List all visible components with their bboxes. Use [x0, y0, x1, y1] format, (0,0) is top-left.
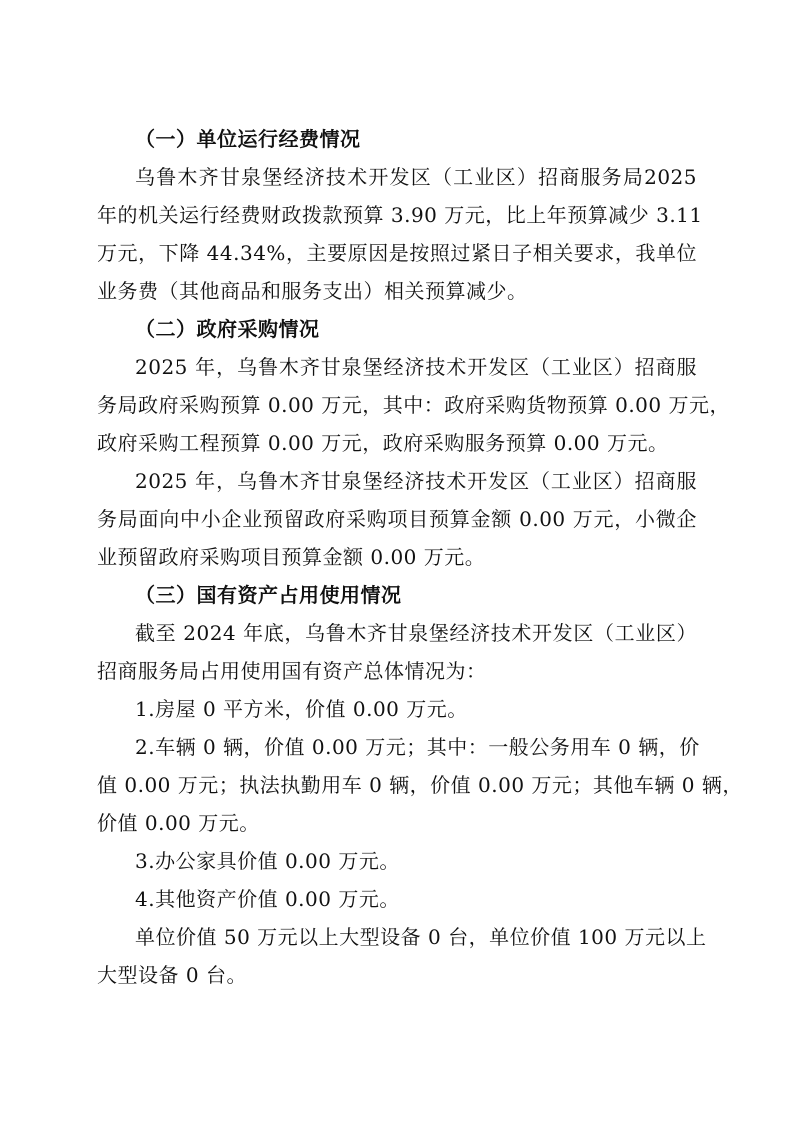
- text-line: 1.房屋 0 平方米，价值 0.00 万元。: [135, 697, 468, 721]
- paragraph-operating-expenses: [97, 158, 703, 310]
- paragraph-assets-vehicles: [97, 728, 743, 842]
- text-line: 大型设备 0 台。: [97, 963, 247, 987]
- text-line: 2.车辆 0 辆，价值 0.00 万元；其中：一般公务用车 0 辆，价: [135, 735, 700, 759]
- section-heading-procurement: （二）政府采购情况: [135, 317, 320, 341]
- text-line: 4.其他资产价值 0.00 万元。: [135, 887, 400, 911]
- text-line: 业预留政府采购项目预算金额 0.00 万元。: [97, 545, 486, 569]
- text-line: 乌鲁木齐甘泉堡经济技术开发区（工业区）招商服务局2025: [135, 165, 697, 189]
- section-heading-state-assets: （三）国有资产占用使用情况: [135, 583, 402, 607]
- text-line: 2025 年，乌鲁木齐甘泉堡经济技术开发区（工业区）招商服: [135, 469, 697, 493]
- text-line: 单位价值 50 万元以上大型设备 0 台，单位价值 100 万元以上: [135, 925, 707, 949]
- paragraph-assets-other: [97, 880, 697, 918]
- text-line: 值 0.00 万元；执法执勤用车 0 辆，价值 0.00 万元；其他车辆 0 辆，: [97, 773, 743, 797]
- text-line: 3.办公家具价值 0.00 万元。: [135, 849, 400, 873]
- paragraph-large-equipment: [97, 918, 707, 994]
- text-line: 务局政府采购预算 0.00 万元，其中：政府采购货物预算 0.00 万元，: [97, 393, 730, 417]
- text-line: 万元，下降 44.34%，主要原因是按照过紧日子相关要求，我单位: [97, 241, 697, 265]
- paragraph-assets-furniture: [97, 842, 697, 880]
- text-line: 招商服务局占用使用国有资产总体情况为：: [97, 659, 487, 683]
- text-line: 政府采购工程预算 0.00 万元，政府采购服务预算 0.00 万元。: [97, 431, 669, 455]
- text-line: 业务费（其他商品和服务支出）相关预算减少。: [97, 279, 528, 303]
- paragraph-assets-intro: [97, 614, 697, 690]
- text-line: 截至 2024 年底，乌鲁木齐甘泉堡经济技术开发区（工业区）: [135, 621, 697, 645]
- section-heading-operating-expenses: （一）单位运行经费情况: [135, 127, 361, 151]
- text-line: 2025 年，乌鲁木齐甘泉堡经济技术开发区（工业区）招商服: [135, 355, 697, 379]
- text-line: 务局面向中小企业预留政府采购项目预算金额 0.00 万元，小微企: [97, 507, 697, 531]
- text-line: 价值 0.00 万元。: [97, 811, 260, 835]
- text-line: 年的机关运行经费财政拨款预算 3.90 万元，比上年预算减少 3.11: [97, 203, 703, 227]
- paragraph-procurement-budget: [97, 348, 730, 462]
- document-body: [97, 120, 743, 994]
- paragraph-sme-reserved-procurement: [97, 462, 697, 576]
- paragraph-assets-housing: [97, 690, 697, 728]
